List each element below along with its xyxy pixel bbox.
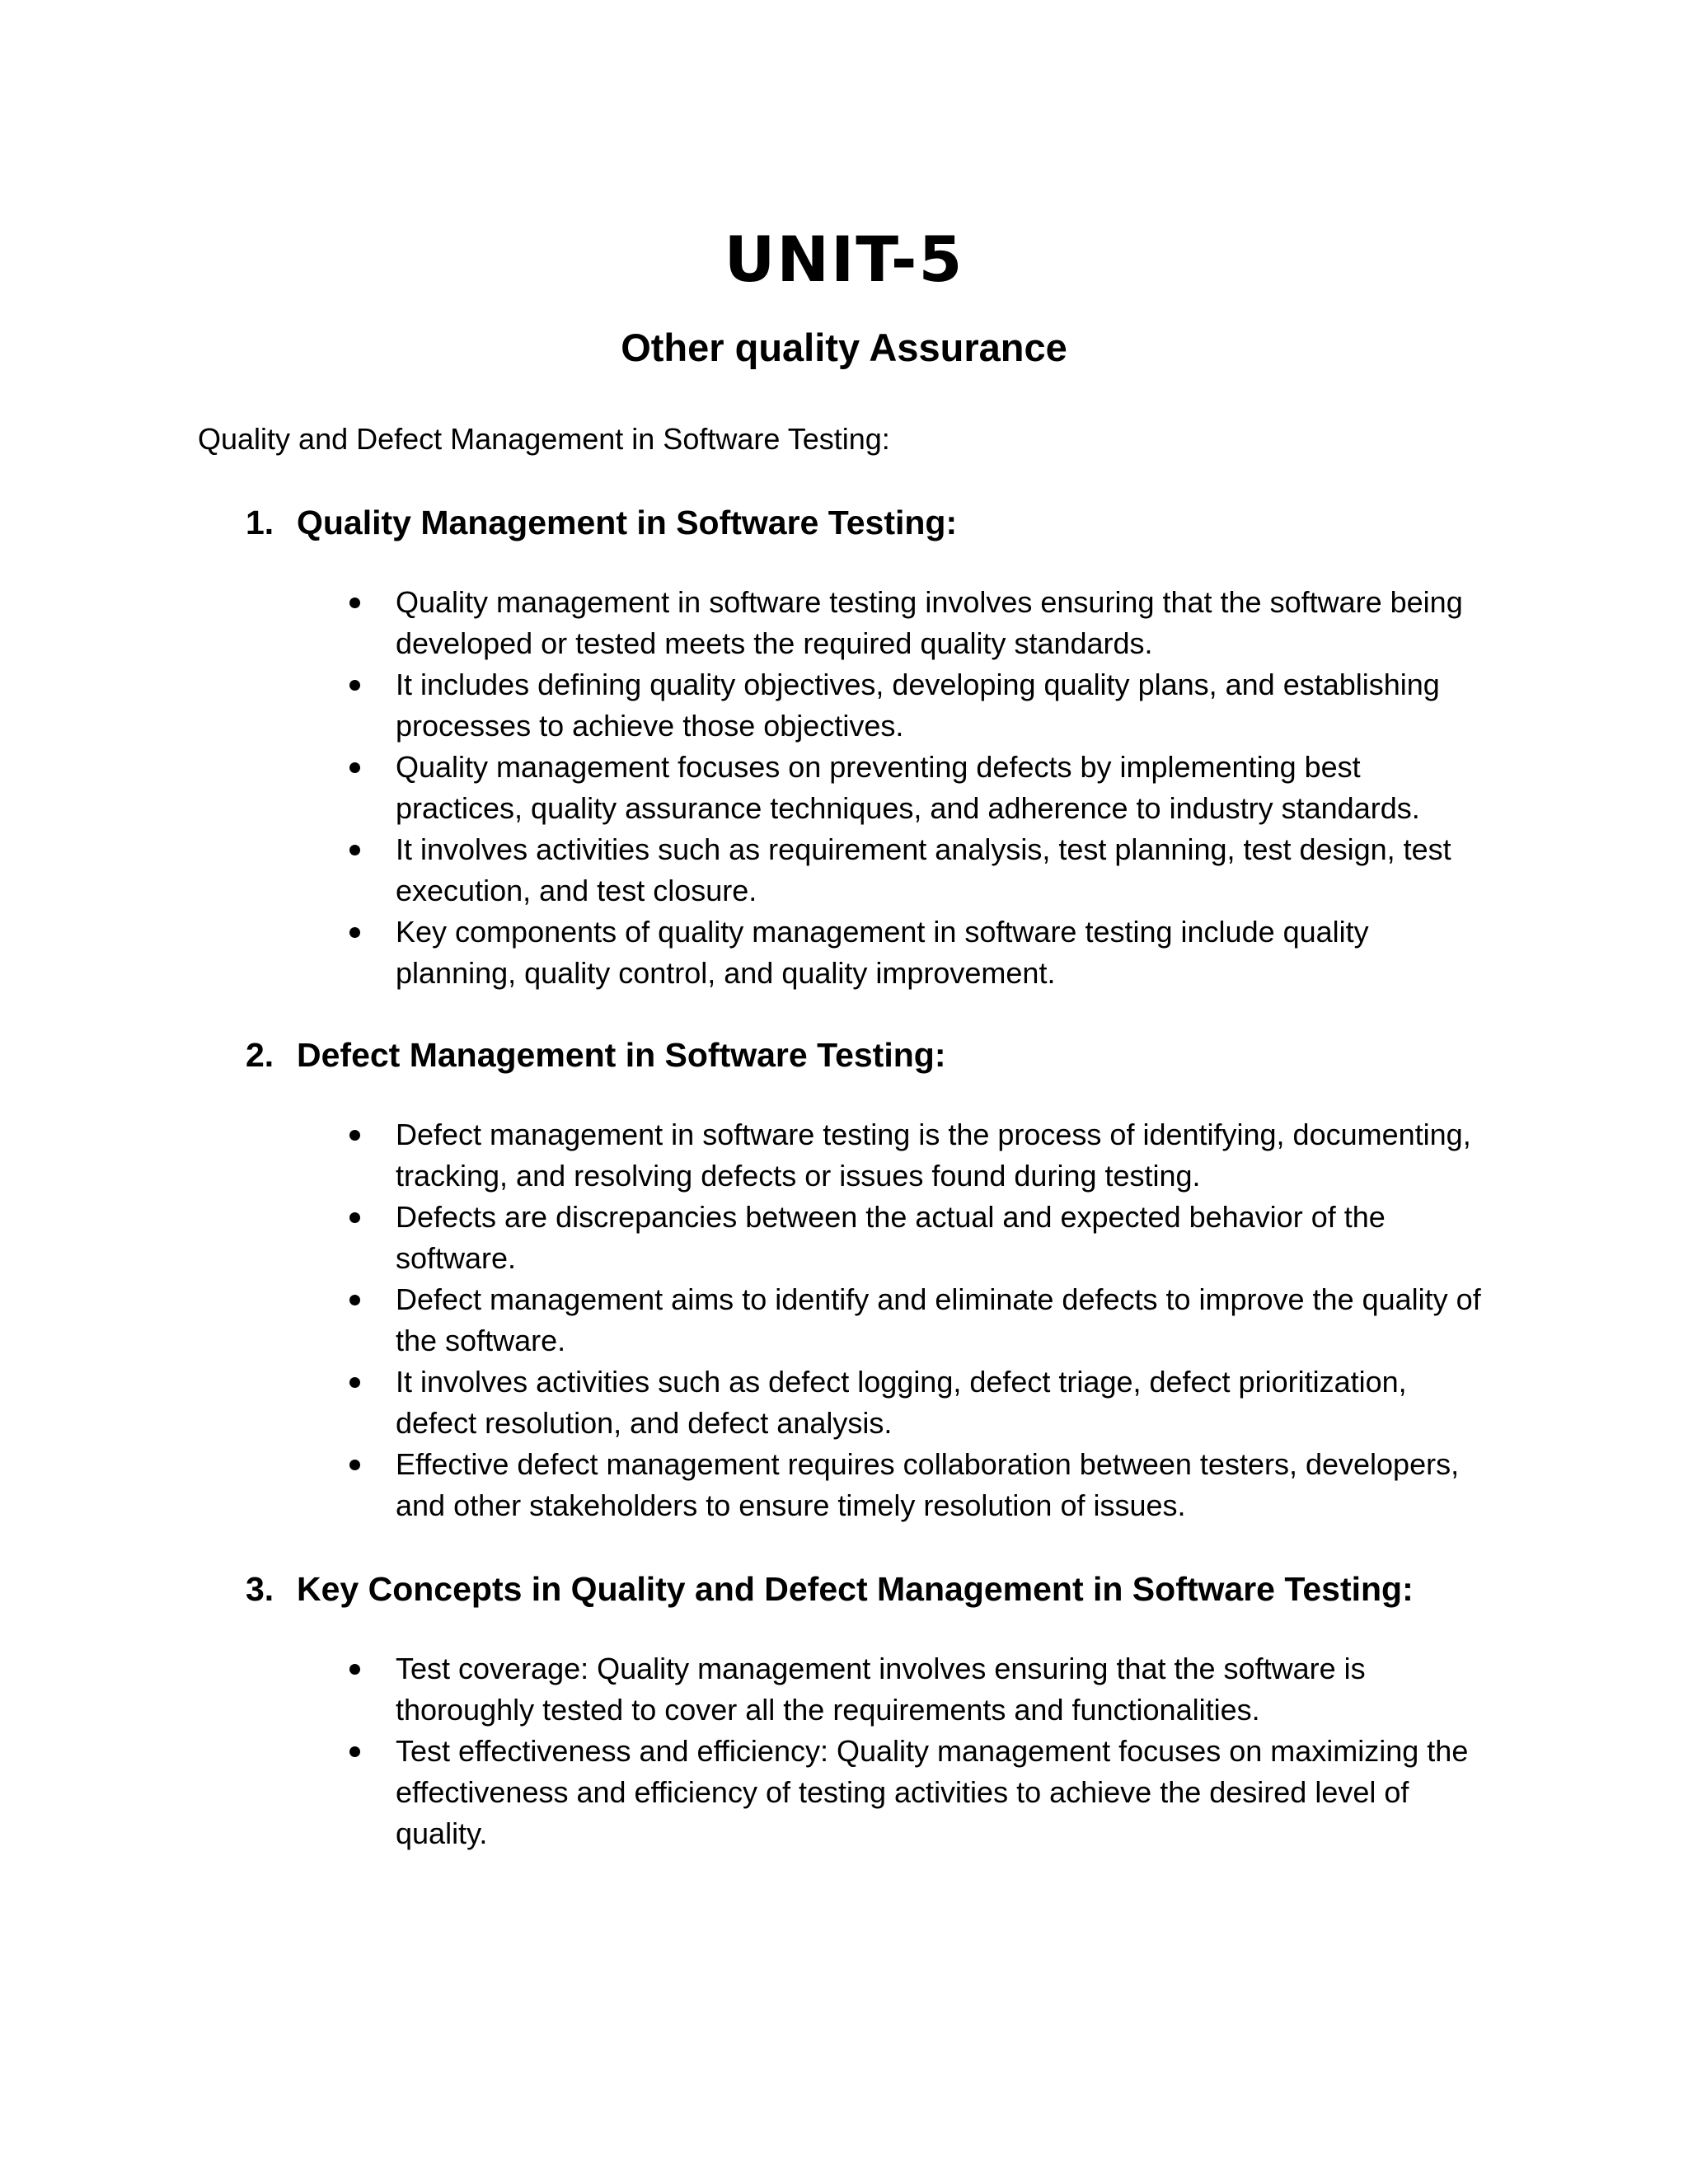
bullet-icon <box>349 1130 360 1141</box>
list-item <box>396 582 1484 664</box>
section-title: Key Concepts in Quality and Defect Management in Software Testing: <box>297 1570 1414 1608</box>
bullet-text: Defects are discrepancies between the actual and expected behavior of the software. <box>396 1200 1386 1275</box>
bullet-icon <box>349 1460 360 1470</box>
list-item <box>396 747 1484 829</box>
bullet-text: Defect management in software testing is the process of identifying, documenting, tracking, and resolving defects or issues found during testing. <box>396 1118 1471 1193</box>
bullet-text: Defect management aims to identify and eliminate defects to improve the quality of the software. <box>396 1282 1481 1357</box>
list-item <box>396 829 1484 912</box>
section-number: 3. <box>246 1570 274 1608</box>
bullet-icon <box>349 845 360 855</box>
bullet-text: Quality management in software testing involves ensuring that the software being developed or tested meets the required quality standards. <box>396 585 1463 660</box>
unit-title: UNIT-5 <box>724 223 964 296</box>
list-item <box>396 664 1484 747</box>
bullet-text: Key components of quality management in software testing include quality planning, quality control, and quality improvement. <box>396 915 1369 990</box>
bullet-icon <box>349 680 360 691</box>
bullet-text: It involves activities such as defect logging, defect triage, defect prioritization, defect resolution, and defect analysis. <box>396 1365 1407 1440</box>
section-heading <box>246 499 957 546</box>
section-title: Quality Management in Software Testing: <box>297 504 958 541</box>
bullet-icon <box>349 598 360 608</box>
section-heading <box>246 1032 945 1078</box>
section-heading <box>246 1566 1414 1612</box>
list-item <box>396 1731 1484 1854</box>
list-item <box>396 1279 1484 1361</box>
bullet-text: It involves activities such as requirement analysis, test planning, test design, test execution, and test closure. <box>396 832 1451 907</box>
bullet-text: Test coverage: Quality management involves ensuring that the software is thoroughly tested to cover all the requirements and functionalities. <box>396 1652 1366 1727</box>
bullet-icon <box>349 1664 360 1675</box>
page-subtitle: Other quality Assurance <box>621 326 1067 369</box>
bullet-text: Quality management focuses on preventing defects by implementing best practices, quality assurance techniques, and adherence to industry standards. <box>396 750 1420 825</box>
bullet-icon <box>349 1377 360 1388</box>
bullet-text: Test effectiveness and efficiency: Quality management focuses on maximizing the effectiveness and efficiency of testing activities to achieve the desired level of quality. <box>396 1734 1469 1850</box>
list-item <box>396 1197 1484 1279</box>
bullet-icon <box>349 927 360 938</box>
list-item <box>396 1648 1484 1731</box>
bullet-list <box>396 1114 1484 1526</box>
list-item <box>396 1114 1484 1197</box>
bullet-text: Effective defect management requires collaboration between testers, developers, and other stakeholders to ensure timely resolution of issues. <box>396 1447 1460 1522</box>
intro-text: Quality and Defect Management in Software Testing: <box>198 422 890 456</box>
bullet-text: It includes defining quality objectives, developing quality plans, and establishing processes to achieve those objectives. <box>396 668 1440 743</box>
list-item <box>396 1361 1484 1444</box>
bullet-icon <box>349 762 360 773</box>
section-title: Defect Management in Software Testing: <box>297 1036 946 1074</box>
bullet-icon <box>349 1212 360 1223</box>
bullet-list <box>396 1648 1484 1854</box>
bullet-icon <box>349 1746 360 1757</box>
bullet-icon <box>349 1295 360 1305</box>
section-number: 2. <box>246 1036 274 1074</box>
bullet-list <box>396 582 1484 994</box>
section-number: 1. <box>246 504 274 541</box>
list-item <box>396 1444 1484 1526</box>
list-item <box>396 912 1484 994</box>
